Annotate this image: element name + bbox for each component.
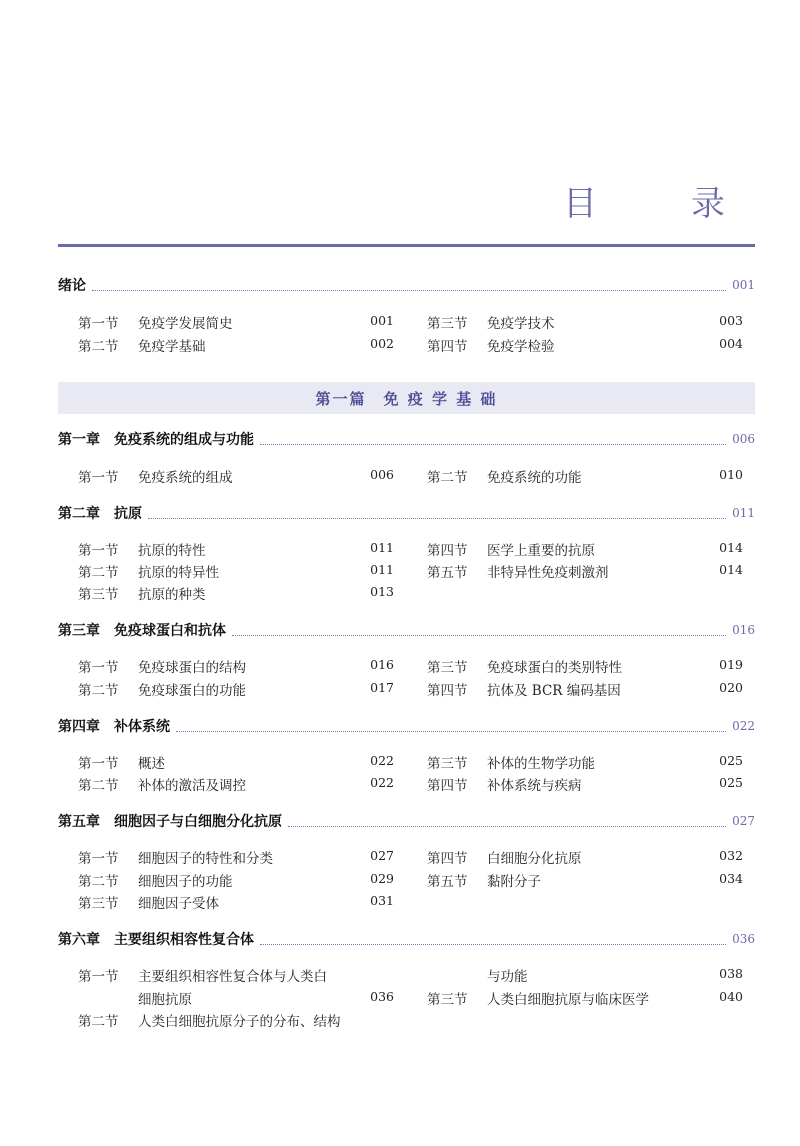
- section-title: 细胞因子的特性和分类: [138, 851, 273, 867]
- section-title: 主要组织相容性复合体与人类白: [138, 969, 327, 985]
- toc-chapter[interactable]: [58, 620, 755, 640]
- toc-chapter[interactable]: [58, 811, 755, 831]
- leader-dots: [260, 934, 726, 945]
- leader-dots: [92, 280, 726, 291]
- toc-section[interactable]: 第二节 免疫系统的功能: [427, 470, 582, 486]
- section-title: 细胞因子的功能: [138, 874, 233, 890]
- section-page: 022: [370, 753, 394, 768]
- section-page: 020: [719, 680, 743, 695]
- section-page: 010: [719, 467, 743, 482]
- toc-section[interactable]: 第四节 抗体及 BCR 编码基因: [427, 683, 621, 699]
- leader-dots: [176, 721, 726, 732]
- toc-section[interactable]: 第三节 免疫球蛋白的类别特性: [427, 660, 622, 676]
- toc-section[interactable]: 第五节 黏附分子: [427, 874, 541, 890]
- section-page: 016: [370, 657, 394, 672]
- section-title: 补体的生物学功能: [487, 756, 595, 772]
- section-title: 免疫球蛋白的功能: [138, 683, 246, 699]
- toc-chapter[interactable]: [58, 716, 755, 736]
- section-page: 040: [719, 989, 743, 1004]
- chapter-title: 第六章 主要组织相容性复合体: [58, 932, 254, 948]
- chapter-page: 011: [732, 506, 755, 520]
- leader-dots: [288, 816, 726, 827]
- toc-chapter[interactable]: [58, 929, 755, 949]
- section-title: 免疫学基础: [138, 339, 206, 355]
- part-banner: [58, 382, 755, 414]
- section-page: 013: [370, 584, 394, 599]
- toc-section[interactable]: 第一节 主要组织相容性复合体与人类白: [78, 969, 327, 985]
- section-title: 人类白细胞抗原与临床医学: [487, 992, 649, 1008]
- section-page: 034: [719, 871, 743, 886]
- chapter-title: 第二章 抗原: [58, 506, 142, 522]
- leader-dots: [260, 434, 726, 445]
- toc-chapter-intro[interactable]: [58, 275, 755, 295]
- chapter-title: 第五章 细胞因子与白细胞分化抗原: [58, 814, 282, 830]
- chapter-title: 第四章 补体系统: [58, 719, 170, 735]
- section-title: 黏附分子: [487, 874, 541, 890]
- toc-section[interactable]: 第一节 细胞因子的特性和分类: [78, 851, 273, 867]
- leader-dots: [148, 508, 726, 519]
- section-page: 017: [370, 680, 394, 695]
- toc-section[interactable]: 第四节 补体系统与疾病: [427, 778, 582, 794]
- section-title: 概述: [138, 756, 165, 772]
- toc-section[interactable]: 第一节 概述: [78, 756, 165, 772]
- section-page: 036: [370, 989, 394, 1004]
- section-page: 014: [719, 562, 743, 577]
- toc-section[interactable]: 第四节 免疫学检验: [427, 339, 555, 355]
- section-page: 003: [719, 313, 743, 328]
- section-page: 002: [370, 336, 394, 351]
- section-title: 免疫学发展简史: [138, 316, 233, 332]
- chapter-page: 022: [732, 719, 755, 733]
- section-page: 027: [370, 848, 394, 863]
- chapter-page: 016: [732, 623, 755, 637]
- toc-section[interactable]: 第二节 补体的激活及调控: [78, 778, 246, 794]
- toc-section[interactable]: 第二节 细胞因子的功能: [78, 874, 233, 890]
- chapter-title: 第一章 免疫系统的组成与功能: [58, 432, 254, 448]
- section-title: 非特异性免疫刺激剂: [487, 565, 609, 581]
- section-title-cont: 细胞抗原: [138, 992, 192, 1008]
- section-title: 抗原的特异性: [138, 565, 219, 581]
- toc-section[interactable]: 第二节 抗原的特异性: [78, 565, 219, 581]
- section-page: 014: [719, 540, 743, 555]
- section-title: 抗原的特性: [138, 543, 206, 559]
- chapter-page: 036: [732, 932, 755, 946]
- toc-section[interactable]: 第一节 免疫系统的组成: [78, 470, 233, 486]
- toc-chapter[interactable]: [58, 503, 755, 523]
- section-page: 006: [370, 467, 394, 482]
- toc-section[interactable]: 第一节 免疫球蛋白的结构: [78, 660, 246, 676]
- section-title: 抗原的种类: [138, 587, 206, 603]
- section-title: 免疫球蛋白的结构: [138, 660, 246, 676]
- toc-section[interactable]: 第三节 补体的生物学功能: [427, 756, 595, 772]
- section-page: 019: [719, 657, 743, 672]
- section-title: 人类白细胞抗原分子的分布、结构: [138, 1014, 341, 1030]
- section-page: 032: [719, 848, 743, 863]
- toc-section[interactable]: 第三节 免疫学技术: [427, 316, 555, 332]
- section-title: 免疫球蛋白的类别特性: [487, 660, 622, 676]
- toc-section[interactable]: 第一节 抗原的特性: [78, 543, 206, 559]
- section-title: 细胞因子受体: [138, 896, 219, 912]
- part-title: 第一篇 免 疫 学 基 础: [315, 389, 498, 408]
- section-page: 011: [370, 562, 394, 577]
- toc-section[interactable]: 第二节 免疫球蛋白的功能: [78, 683, 246, 699]
- section-page: 029: [370, 871, 394, 886]
- section-title: 白细胞分化抗原: [487, 851, 582, 867]
- section-page: 038: [719, 966, 743, 981]
- chapter-page: 001: [732, 278, 755, 292]
- section-title: 免疫系统的组成: [138, 470, 233, 486]
- section-page: 001: [370, 313, 394, 328]
- section-title: 免疫学技术: [487, 316, 555, 332]
- section-page: 004: [719, 336, 743, 351]
- toc-section[interactable]: 第四节 医学上重要的抗原: [427, 543, 595, 559]
- toc-section[interactable]: 第三节 人类白细胞抗原与临床医学: [427, 992, 649, 1008]
- chapter-title: 绪论: [58, 278, 86, 294]
- section-title: 补体的激活及调控: [138, 778, 246, 794]
- page-title: 目 录: [563, 184, 755, 224]
- chapter-page: 006: [732, 432, 755, 446]
- toc-section[interactable]: 第三节 细胞因子受体: [78, 896, 219, 912]
- toc-section[interactable]: 第五节 非特异性免疫刺激剂: [427, 565, 609, 581]
- section-page: 011: [370, 540, 394, 555]
- section-title: 抗体及 BCR 编码基因: [487, 683, 621, 699]
- section-page: 025: [719, 753, 743, 768]
- section-title: 免疫学检验: [487, 339, 555, 355]
- toc-section[interactable]: 第三节 抗原的种类: [78, 587, 206, 603]
- section-page: 022: [370, 775, 394, 790]
- toc-section[interactable]: 第四节 白细胞分化抗原: [427, 851, 582, 867]
- section-page: 031: [370, 893, 394, 908]
- leader-dots: [232, 625, 726, 636]
- section-title: 补体系统与疾病: [487, 778, 582, 794]
- section-title: 医学上重要的抗原: [487, 543, 595, 559]
- chapter-title: 第三章 免疫球蛋白和抗体: [58, 623, 226, 639]
- section-page: 025: [719, 775, 743, 790]
- toc-section[interactable]: 第二节 免疫学基础: [78, 339, 206, 355]
- toc-chapter[interactable]: [58, 429, 755, 449]
- toc-section[interactable]: 第二节 人类白细胞抗原分子的分布、结构: [78, 1014, 341, 1030]
- section-title: 免疫系统的功能: [487, 470, 582, 486]
- section-title-cont: 与功能: [487, 969, 528, 985]
- chapter-page: 027: [732, 814, 755, 828]
- title-rule: [58, 244, 755, 247]
- toc-section[interactable]: 第一节 免疫学发展简史: [78, 316, 233, 332]
